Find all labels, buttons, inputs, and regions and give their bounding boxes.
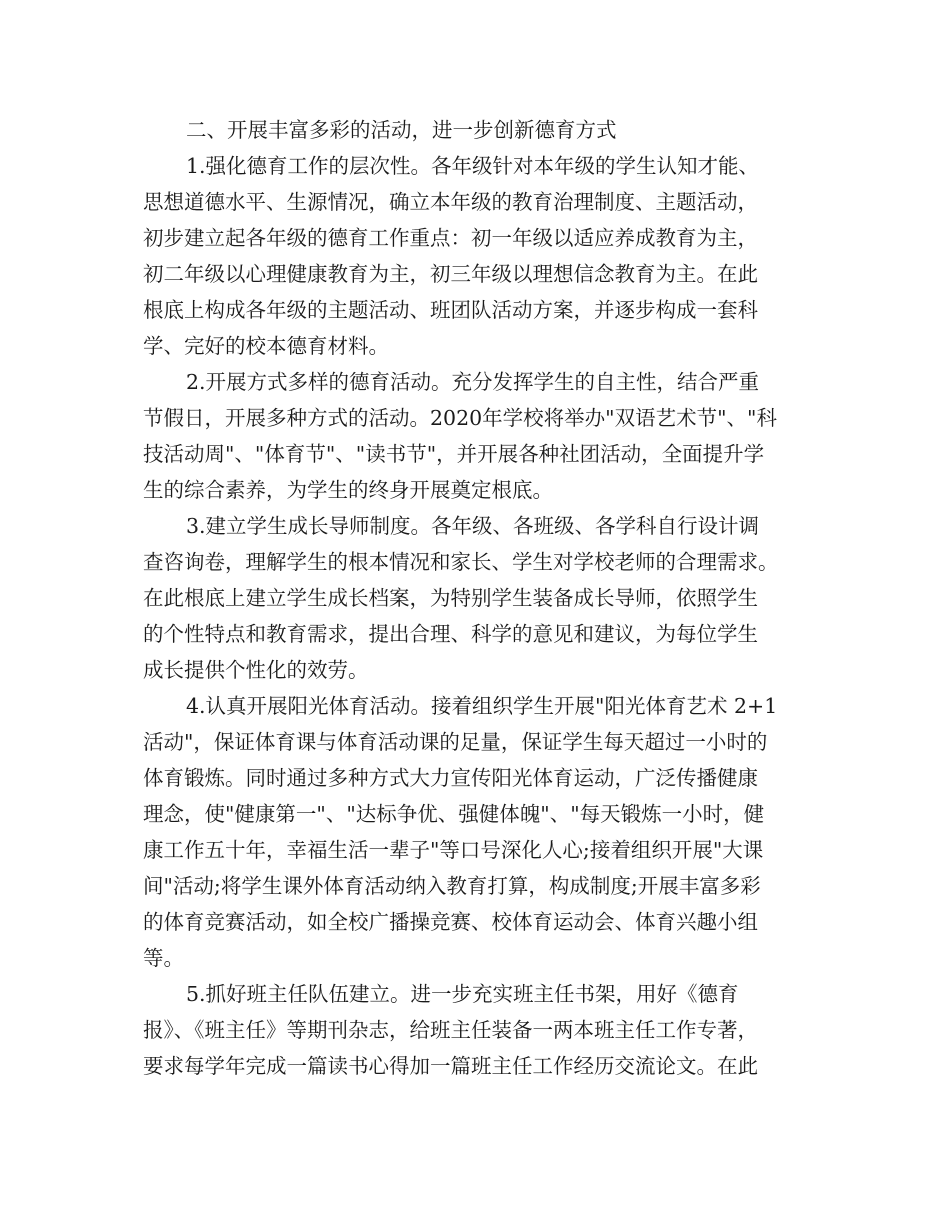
paragraph-5-line (0, 976, 950, 1012)
paragraph-3-line (0, 580, 950, 616)
paragraph-2-line (0, 364, 950, 400)
paragraph-4-line (0, 868, 950, 904)
paragraph-text: 根底上构成各年级的主题活动、班团队活动方案，并逐步构成一套科 (143, 298, 758, 322)
paragraph-2-line (0, 436, 950, 472)
paragraph-4-line (0, 760, 950, 796)
paragraph-text: 2.开展方式多样的德育活动。充分发挥学生的自主性，结合严重 (186, 370, 760, 394)
paragraph-text: 技活动周"、"体育节"、"读书节"，并开展各种社团活动，全面提升学 (143, 442, 765, 466)
paragraph-3-line (0, 544, 950, 580)
paragraph-text: 查咨询卷，理解学生的根本情况和家长、学生对学校老师的合理需求。 (143, 550, 779, 574)
paragraph-text: 理念，使"健康第一"、"达标争优、强健体魄"、"每天锻炼一小时，健 (143, 802, 765, 826)
paragraph-text: 等。 (143, 946, 184, 970)
paragraph-3-line (0, 652, 950, 688)
paragraph-2-line (0, 472, 950, 508)
paragraph-text: 的体育竞赛活动，如全校广播操竞赛、校体育运动会、体育兴趣小组 (143, 910, 758, 934)
paragraph-1-line (0, 328, 950, 364)
paragraph-text: 的个性特点和教育需求，提出合理、科学的意见和建议，为每位学生 (143, 622, 758, 646)
paragraph-text: 报》、《班主任》等期刊杂志，给班主任装备一两本班主任工作专著， (143, 1018, 758, 1042)
paragraph-2-line (0, 400, 950, 436)
paragraph-4-line (0, 832, 950, 868)
paragraph-5-line (0, 1012, 950, 1048)
paragraph-text: 生的综合素养，为学生的终身开展奠定根底。 (143, 478, 553, 502)
paragraph-text: 间"活动;将学生课外体育活动纳入教育打算，构成制度;开展丰富多彩 (143, 874, 761, 898)
paragraph-text: 学、完好的校本德育材料。 (143, 334, 389, 358)
paragraph-text: 成长提供个性化的效劳。 (143, 658, 369, 682)
paragraph-1-line (0, 256, 950, 292)
paragraph-4-line (0, 796, 950, 832)
paragraph-1-line (0, 184, 950, 220)
paragraph-4-line (0, 904, 950, 940)
paragraph-4-line (0, 688, 950, 724)
paragraph-4-line (0, 724, 950, 760)
paragraph-text: 活动"，保证体育课与体育活动课的足量，保证学生每天超过一小时的 (143, 730, 768, 754)
paragraph-text: 康工作五十年，幸福生活一辈子"等口号深化人心;接着组织开展"大课 (143, 838, 764, 862)
paragraph-text: 1.强化德育工作的层次性。各年级针对本年级的学生认知才能、 (186, 154, 760, 178)
paragraph-5-line (0, 1048, 950, 1084)
paragraph-3-line (0, 616, 950, 652)
paragraph-1-line (0, 148, 950, 184)
paragraph-text: 思想道德水平、生源情况，确立本年级的教育治理制度、主题活动， (143, 190, 758, 214)
paragraph-text: 要求每学年完成一篇读书心得加一篇班主任工作经历交流论文。在此 (143, 1054, 758, 1078)
paragraph-1-line (0, 292, 950, 328)
paragraph-text: 体育锻炼。同时通过多种方式大力宣传阳光体育运动，广泛传播健康 (143, 766, 758, 790)
paragraph-text: 5.抓好班主任队伍建立。进一步充实班主任书架，用好《德育 (186, 982, 739, 1006)
paragraph-text: 4.认真开展阳光体育活动。接着组织学生开展"阳光体育艺术 2+1 (186, 694, 778, 718)
paragraph-1-line (0, 220, 950, 256)
section-heading (0, 112, 950, 148)
paragraph-text: 初步建立起各年级的德育工作重点：初一年级以适应养成教育为主， (143, 226, 758, 250)
paragraph-text: 3.建立学生成长导师制度。各年级、各班级、各学科自行设计调 (186, 514, 760, 538)
paragraph-3-line (0, 508, 950, 544)
paragraph-text: 节假日，开展多种方式的活动。2020年学校将举办"双语艺术节"、"科 (143, 406, 777, 430)
paragraph-4-line (0, 940, 950, 976)
paragraph-text: 在此根底上建立学生成长档案，为特别学生装备成长导师，依照学生 (143, 586, 758, 610)
paragraph-text: 初二年级以心理健康教育为主，初三年级以理想信念教育为主。在此 (143, 262, 758, 286)
section-heading-text: 二、开展丰富多彩的活动，进一步创新德育方式 (186, 118, 617, 142)
